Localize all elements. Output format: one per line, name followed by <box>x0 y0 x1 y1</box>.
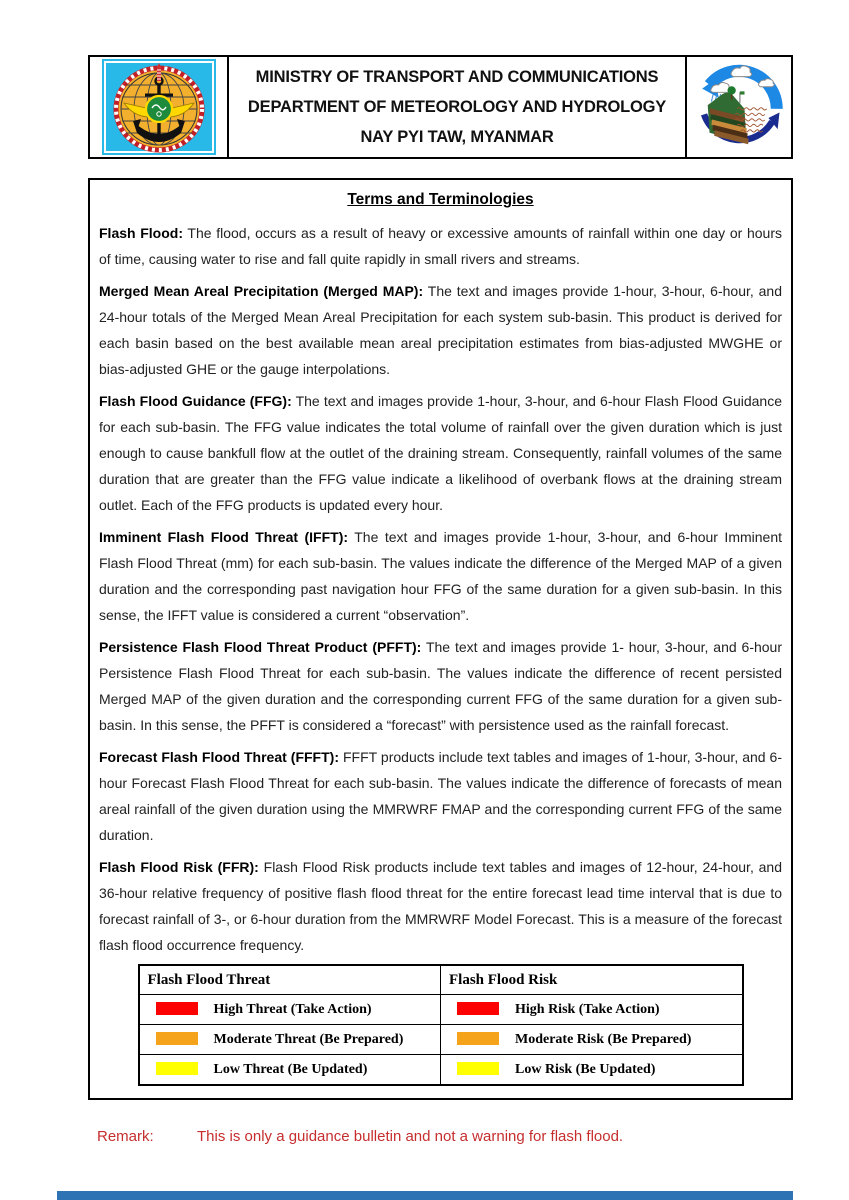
low-threat-label: Low Threat (Be Updated) <box>213 1061 368 1077</box>
header-line-location: NAY PYI TAW, MYANMAR <box>360 128 554 146</box>
header-left-logo-cell <box>90 57 229 157</box>
paragraph-ffg <box>99 388 782 518</box>
moderate-threat-swatch <box>156 1032 198 1045</box>
low-threat-cell <box>139 1055 441 1086</box>
high-risk-swatch <box>457 1002 499 1015</box>
paragraph-merged-map <box>99 278 782 382</box>
table-row-moderate <box>139 1025 743 1055</box>
term-pfft: Persistence Flash Flood Threat Product (PFFT): <box>99 639 422 655</box>
header-line-department: DEPARTMENT OF METEOROLOGY AND HYDROLOGY <box>247 98 667 116</box>
threat-column-header: Flash Flood Threat <box>139 965 441 995</box>
header <box>88 55 793 159</box>
header-right-logo-cell <box>687 57 791 157</box>
term-flash-flood: Flash Flood: <box>99 225 183 241</box>
high-risk-cell <box>441 995 743 1025</box>
definition-merged-map: The text and images provide 1-hour, 3-hour, 6-hour, and 24-hour totals of the Merged Mean Areal Precipitation for each system sub-basin. This product is derived for each basin based on the best available mean areal precipitation estimates from bias-adjusted MWGHE or bias-adjusted GHE or the gauge interpolations. <box>99 283 782 377</box>
definition-flash-flood: The flood, occurs as a result of heavy or excessive amounts of rainfall within one day or hours of time, causing water to rise and fall quite rapidly in small rivers and streams. <box>99 225 782 267</box>
page-title: Terms and Terminologies <box>347 191 534 208</box>
term-ifft: Imminent Flash Flood Threat (IFFT): <box>99 529 349 545</box>
moderate-risk-swatch <box>457 1032 499 1045</box>
page-bottom-bar <box>57 1191 793 1200</box>
definition-ffg: The text and images provide 1-hour, 3-hour, and 6-hour Flash Flood Guidance for each sub-basin. The FFG value indicates the total volume of rainfall over the given duration which is just enough to cause bankfull flow at the outlet of the draining stream. Consequently, rainfall volumes of the same duration that are greater than the FFG value indicate a likelihood of overbank flows at the draining stream outlet. Each of the FFG products is updated every hour. <box>99 393 783 513</box>
low-risk-cell <box>441 1055 743 1086</box>
definition-ffft: FFFT products include text tables and images of 1-hour, 3-hour, and 6-hour Forecast Flash Flood Threat for each sub-basin. The values indicate the difference of forecasts of mean areal rainfall of the given duration using the MMRWRF FMAP and the corresponding current FFG of the same duration. <box>99 749 782 843</box>
term-ffft: Forecast Flash Flood Threat (FFFT): <box>99 749 339 765</box>
high-threat-label: High Threat (Take Action) <box>213 1001 372 1017</box>
high-risk-label: High Risk (Take Action) <box>515 1001 660 1017</box>
definition-ifft: The text and images provide 1-hour, 3-hour, and 6-hour Imminent Flash Flood Threat (mm) for each sub-basin. The values indicate the difference of the Merged MAP of a given duration and the corresponding past navigation hour FFG of the same duration for a given sub-basin. In this sense, the IFFT value is considered a current “observation”. <box>99 529 783 623</box>
term-merged-map: Merged Mean Areal Precipitation (Merged MAP): <box>99 283 424 299</box>
dmh-hydrology-logo-icon <box>691 61 787 153</box>
low-threat-swatch <box>156 1062 198 1075</box>
header-line-ministry: MINISTRY OF TRANSPORT AND COMMUNICATIONS <box>255 68 659 86</box>
paragraph-ffr <box>99 854 782 958</box>
paragraph-ffft <box>99 744 782 848</box>
table-row-high <box>139 995 743 1025</box>
table-row-low <box>139 1055 743 1086</box>
low-risk-swatch <box>457 1062 499 1075</box>
high-threat-swatch <box>156 1002 198 1015</box>
term-ffg: Flash Flood Guidance (FFG): <box>99 393 292 409</box>
definition-pfft: The text and images provide 1- hour, 3-hour, and 6-hour Persistence Flash Flood Threat for each sub-basin. The values indicate the difference of recent persisted Merged MAP of the given duration and the corresponding current FFG of the same duration for a given sub-basin. In this sense, the PFFT is considered a “forecast” with persistence used as the rainfall forecast. <box>99 639 782 733</box>
header-title-block <box>229 57 687 157</box>
term-ffr: Flash Flood Risk (FFR): <box>99 859 259 875</box>
remark-label: Remark: <box>97 1128 154 1145</box>
risk-column-header: Flash Flood Risk <box>441 965 743 995</box>
remark-row <box>97 1126 797 1148</box>
paragraph-ifft <box>99 524 782 628</box>
moderate-risk-cell <box>441 1025 743 1055</box>
remark-text: This is only a guidance bulletin and not a warning for flash flood. <box>197 1128 624 1145</box>
high-threat-cell <box>139 995 441 1025</box>
moderate-threat-cell <box>139 1025 441 1055</box>
low-risk-label: Low Risk (Be Updated) <box>515 1061 656 1077</box>
paragraph-pfft <box>99 634 782 738</box>
ministry-of-transport-seal-icon <box>102 59 216 155</box>
threat-risk-table <box>138 964 744 1086</box>
terms-content-box <box>88 178 793 1100</box>
paragraph-flash-flood <box>99 220 782 272</box>
moderate-risk-label: Moderate Risk (Be Prepared) <box>515 1031 692 1047</box>
table-header-row <box>139 965 743 995</box>
definition-ffr: Flash Flood Risk products include text tables and images of 12-hour, 24-hour, and 36-hour relative frequency of positive flash flood threat for the entire forecast lead time interval that is due to forecast rainfall of 3-, or 6-hour duration from the MMRWRF Model Forecast. This is a measure of the forecast flash flood occurrence frequency. <box>99 859 782 953</box>
moderate-threat-label: Moderate Threat (Be Prepared) <box>213 1031 404 1047</box>
